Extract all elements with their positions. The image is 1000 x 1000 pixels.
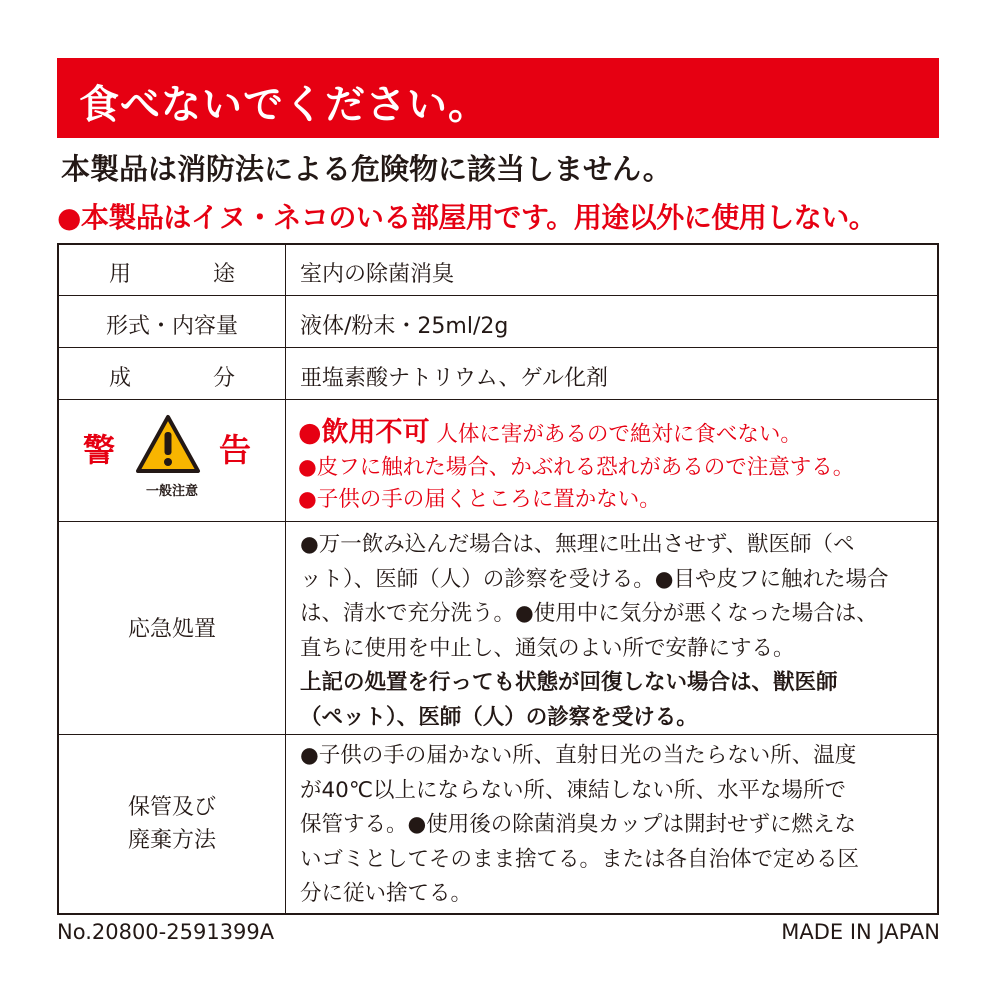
row-first-aid	[59, 522, 937, 735]
label-cell	[59, 522, 286, 734]
row-warning	[59, 400, 937, 522]
value-cell	[286, 245, 937, 295]
label-char: 用	[109, 262, 132, 287]
warning-banner	[57, 58, 939, 138]
label-storage-2: 廃棄方法	[127, 828, 216, 853]
first-aid-text	[300, 528, 925, 735]
label-first-aid: 応急処置	[127, 617, 216, 642]
origin-label: MADE IN JAPAN	[781, 920, 940, 944]
storage-line: が40℃以上にならない所、凍結しない所、水平な場所で	[300, 777, 847, 803]
warning-line-1-bold: ●飲用不可	[298, 417, 430, 448]
value-form: 液体/粉末・25ml/2g	[300, 314, 509, 339]
label-cell	[59, 348, 286, 399]
usage-notice: ●本製品はイヌ・ネコのいる部屋用です。用途以外に使用しない。	[57, 201, 877, 234]
storage-line: 分に従い捨てる。	[300, 881, 473, 906]
label-cell	[59, 245, 286, 295]
warning-line-2: ●皮フに触れた場合、かぶれる恐れがあるので注意する。	[298, 455, 855, 480]
row-form	[59, 296, 937, 348]
first-aid-line: ット）、医師（人）の診察を受ける。●目や皮フに触れた場合	[300, 566, 889, 592]
value-cell	[286, 296, 937, 347]
label-cell	[59, 735, 286, 913]
row-storage	[59, 735, 937, 913]
label-cell	[59, 400, 286, 521]
warning-kanji-2: 告	[219, 431, 252, 469]
product-code: No.20800-2591399A	[57, 920, 275, 944]
warning-line-1	[298, 410, 802, 449]
label-use	[109, 257, 235, 288]
first-aid-line: 直ちに使用を中止し、通気のよい所で安静にする。	[300, 635, 795, 661]
value-ingredients: 亜塩素酸ナトリウム、ゲル化剤	[300, 366, 609, 391]
banner-text: 食べないでください。	[79, 82, 489, 128]
row-use	[59, 245, 937, 296]
caution-caption: 一般注意	[145, 484, 198, 499]
first-aid-bold-line: 上記の処置を行っても状態が回復しない場合は、獣医師	[300, 670, 838, 695]
value-cell	[286, 522, 937, 734]
storage-line: 保管する。●使用後の除菌消臭カップは開封せずに燃えな	[300, 812, 857, 837]
label-char: 途	[212, 262, 235, 287]
row-ingredients	[59, 348, 937, 400]
label-char: 成	[109, 366, 132, 391]
storage-line: いゴミとしてそのまま捨てる。または各自治体で定める区	[300, 846, 860, 872]
value-cell	[286, 400, 937, 521]
value-use: 室内の除菌消臭	[300, 262, 455, 287]
storage-line: ●子供の手の届かない所、直射日光の当たらない所、温度	[300, 743, 857, 768]
label-char: 分	[212, 366, 235, 391]
first-aid-line: ●万一飲み込んだ場合は、無理に吐出させず、獣医師（ペ	[300, 532, 855, 557]
fire-law-notice: 本製品は消防法による危険物に該当しません。	[61, 152, 672, 186]
value-cell	[286, 735, 937, 913]
product-info-table	[57, 243, 939, 915]
storage-text	[300, 739, 925, 912]
first-aid-line: は、清水で充分洗う。●使用中に気分が悪くなった場合は、	[300, 601, 878, 626]
label-cell	[59, 296, 286, 347]
warning-line-3: ●子供の手の届くところに置かない。	[298, 487, 661, 512]
label-storage-1: 保管及び	[127, 795, 216, 820]
warning-line-1-rest: 人体に害があるので絶対に食べない。	[436, 422, 802, 447]
warning-kanji-1: 警	[83, 431, 116, 469]
value-cell	[286, 348, 937, 399]
label-form: 形式・内容量	[105, 314, 238, 339]
first-aid-bold-line: （ペット）、医師（人）の診察を受ける。	[300, 704, 698, 730]
caution-triangle-icon	[135, 414, 201, 474]
label-ingredients	[109, 361, 235, 392]
